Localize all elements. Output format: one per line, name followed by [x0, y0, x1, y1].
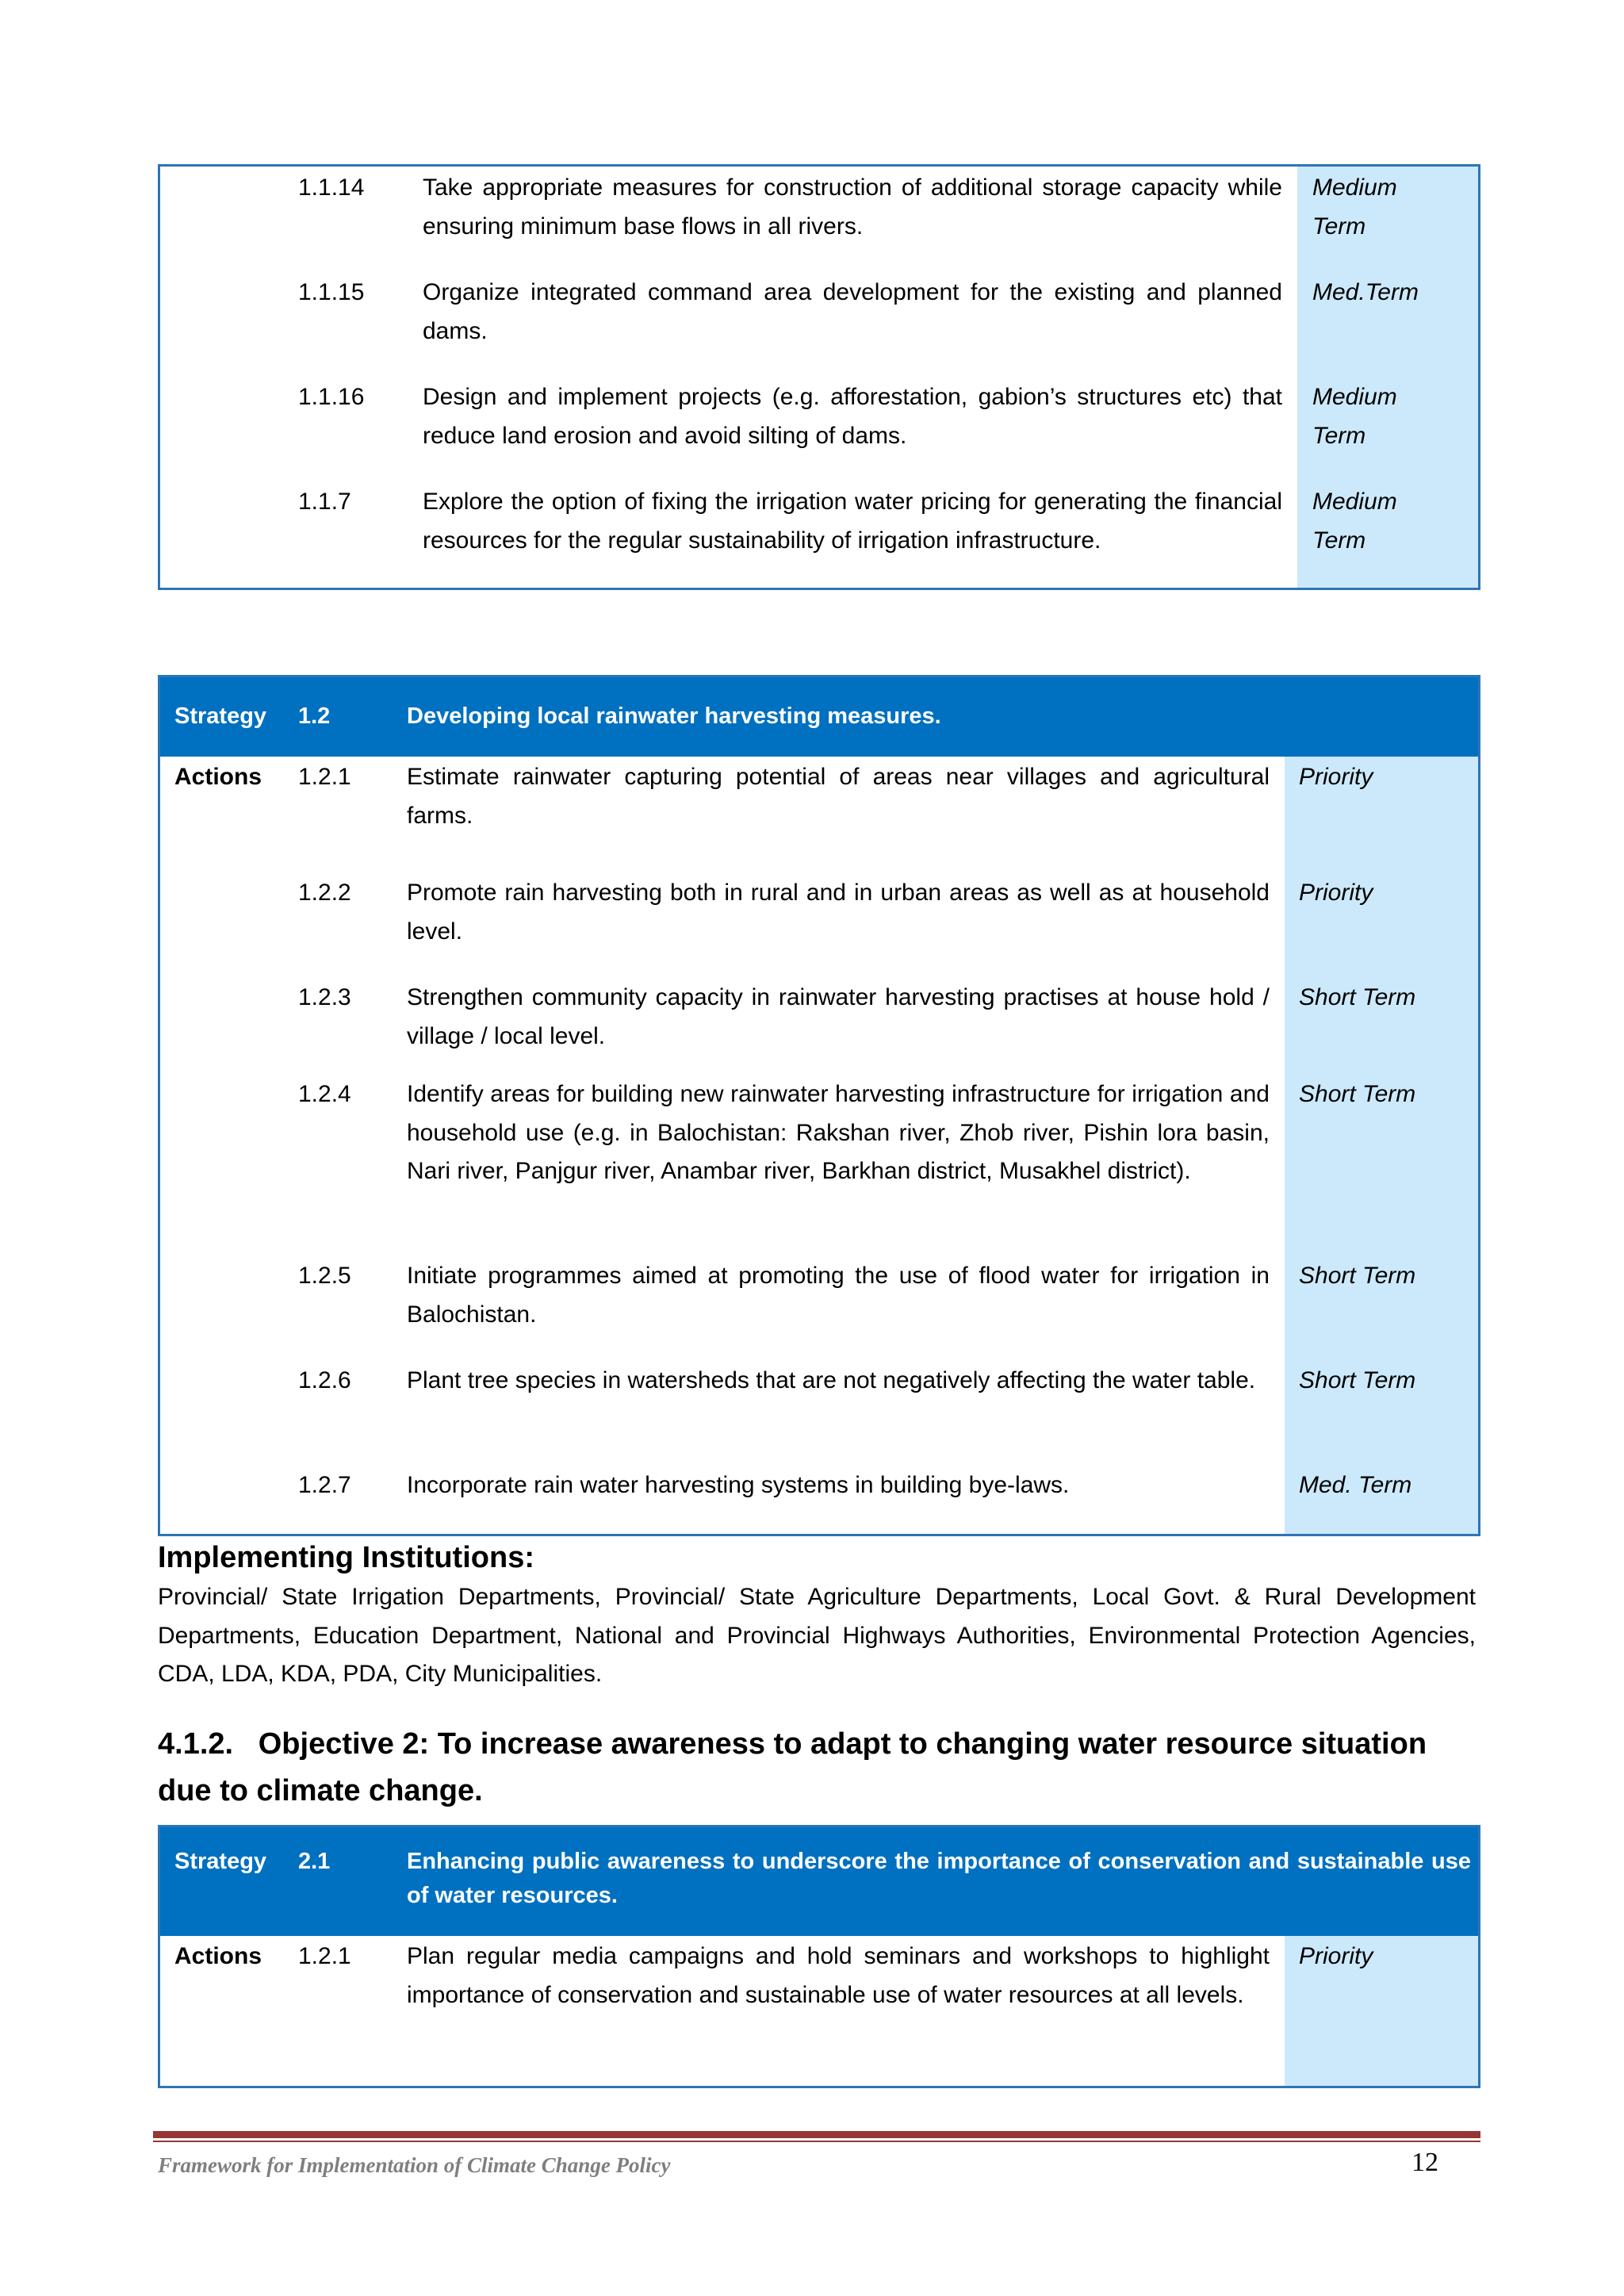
action-term: Short Term: [1299, 1367, 1416, 1393]
action-number: 1.1.7: [298, 489, 351, 515]
action-term: Med. Term: [1299, 1472, 1412, 1498]
strategy-label: Strategy: [174, 703, 267, 729]
action-text: Take appropriate measures for construction of additional storage capacity while ensuring minimum base flows in all rivers.: [423, 174, 1282, 240]
action-term: Medium Term: [1312, 384, 1397, 449]
action-text: Initiate programmes aimed at promoting the use of flood water for irrigation in Balochistan.: [407, 1263, 1270, 1328]
term-column: [1285, 757, 1478, 1534]
footer-title: Framework for Implementation of Climate Change Policy: [158, 2153, 671, 2177]
action-text: Plant tree species in watersheds that are not negatively affecting the water table.: [407, 1367, 1256, 1393]
action-term: Short Term: [1299, 1263, 1416, 1289]
action-text: Estimate rainwater capturing potential of areas near villages and agricultural farms.: [407, 764, 1270, 829]
actions-label: Actions: [174, 1943, 262, 1969]
action-number: 1.2.2: [298, 880, 351, 906]
objective-heading: 4.1.2. Objective 2: To increase awareness to adapt to changing water resource situation due to climate change.: [158, 1727, 1435, 1807]
implementing-heading: Implementing Institutions:: [158, 1541, 534, 1574]
action-number: 1.1.15: [298, 279, 365, 305]
action-text: Identify areas for building new rainwater harvesting infrastructure for irrigation and household use (e.g. in Balochistan: Rakshan river, Zhob river, Pishin lora basin, Nari river, Panjgur river, Anambar river, Barkhan district, Musakhel district).: [407, 1081, 1270, 1184]
footer-rule-thin: [153, 2141, 1480, 2142]
strategy-2-1-table: [158, 1825, 1480, 2088]
action-text: Incorporate rain water harvesting systems in building bye-laws.: [407, 1472, 1070, 1498]
action-text: Promote rain harvesting both in rural and in urban areas as well as at household level.: [407, 880, 1270, 945]
implementing-text: Provincial/ State Irrigation Departments, Provincial/ State Agriculture Departments, Local Govt. & Rural Development Departments, Education Department, National and Provincial Highways Authorities, Environmental Protection Agencies, CDA, LDA, KDA, PDA, City Municipalities.: [158, 1584, 1476, 1687]
action-number: 1.2.7: [298, 1472, 351, 1498]
action-number: 1.2.1: [298, 1943, 351, 1969]
action-number: 1.1.16: [298, 384, 365, 410]
strategy-label: Strategy: [174, 1849, 267, 1874]
action-text: Plan regular media campaigns and hold seminars and workshops to highlight importance of conservation and sustainable use of water resources at all levels.: [407, 1943, 1270, 2008]
action-number: 1.2.5: [298, 1263, 351, 1289]
action-number: 1.1.14: [298, 174, 365, 201]
action-term: Medium Term: [1312, 489, 1397, 554]
strategy-title: Developing local rainwater harvesting measures.: [407, 703, 941, 729]
strategy-header: [160, 1827, 1478, 1936]
footer-rule: [153, 2131, 1480, 2138]
action-term: Medium Term: [1312, 174, 1397, 240]
action-number: 1.2.6: [298, 1367, 351, 1393]
action-text: Strengthen community capacity in rainwater harvesting practises at house hold / village / local level.: [407, 984, 1270, 1049]
action-term: Short Term: [1299, 984, 1416, 1010]
action-term: Med.Term: [1312, 279, 1419, 305]
action-text: Design and implement projects (e.g. afforestation, gabion’s structures etc) that reduce land erosion and avoid silting of dams.: [423, 384, 1282, 449]
action-text: Organize integrated command area development for the existing and planned dams.: [423, 279, 1282, 344]
page-number: 12: [1411, 2148, 1438, 2177]
action-number: 1.2.4: [298, 1081, 351, 1107]
strategy-number: 1.2: [298, 703, 331, 729]
strategy-header: [160, 677, 1478, 757]
action-term: Priority: [1299, 1943, 1373, 1969]
action-number: 1.2.1: [298, 764, 351, 790]
actions-label: Actions: [174, 764, 262, 790]
action-term: Priority: [1299, 880, 1373, 906]
action-term: Short Term: [1299, 1081, 1416, 1107]
action-text: Explore the option of fixing the irrigation water pricing for generating the financial resources for the regular sustainability of irrigation infrastructure.: [423, 489, 1282, 554]
strategy-number: 2.1: [298, 1849, 331, 1874]
action-term: Priority: [1299, 764, 1373, 790]
strategy-title: Enhancing public awareness to underscore the importance of conservation and sustainable use of water resources.: [407, 1849, 1471, 1908]
strategy-1-2-table: [158, 675, 1480, 1536]
table-continuation: [158, 164, 1480, 590]
action-number: 1.2.3: [298, 984, 351, 1010]
